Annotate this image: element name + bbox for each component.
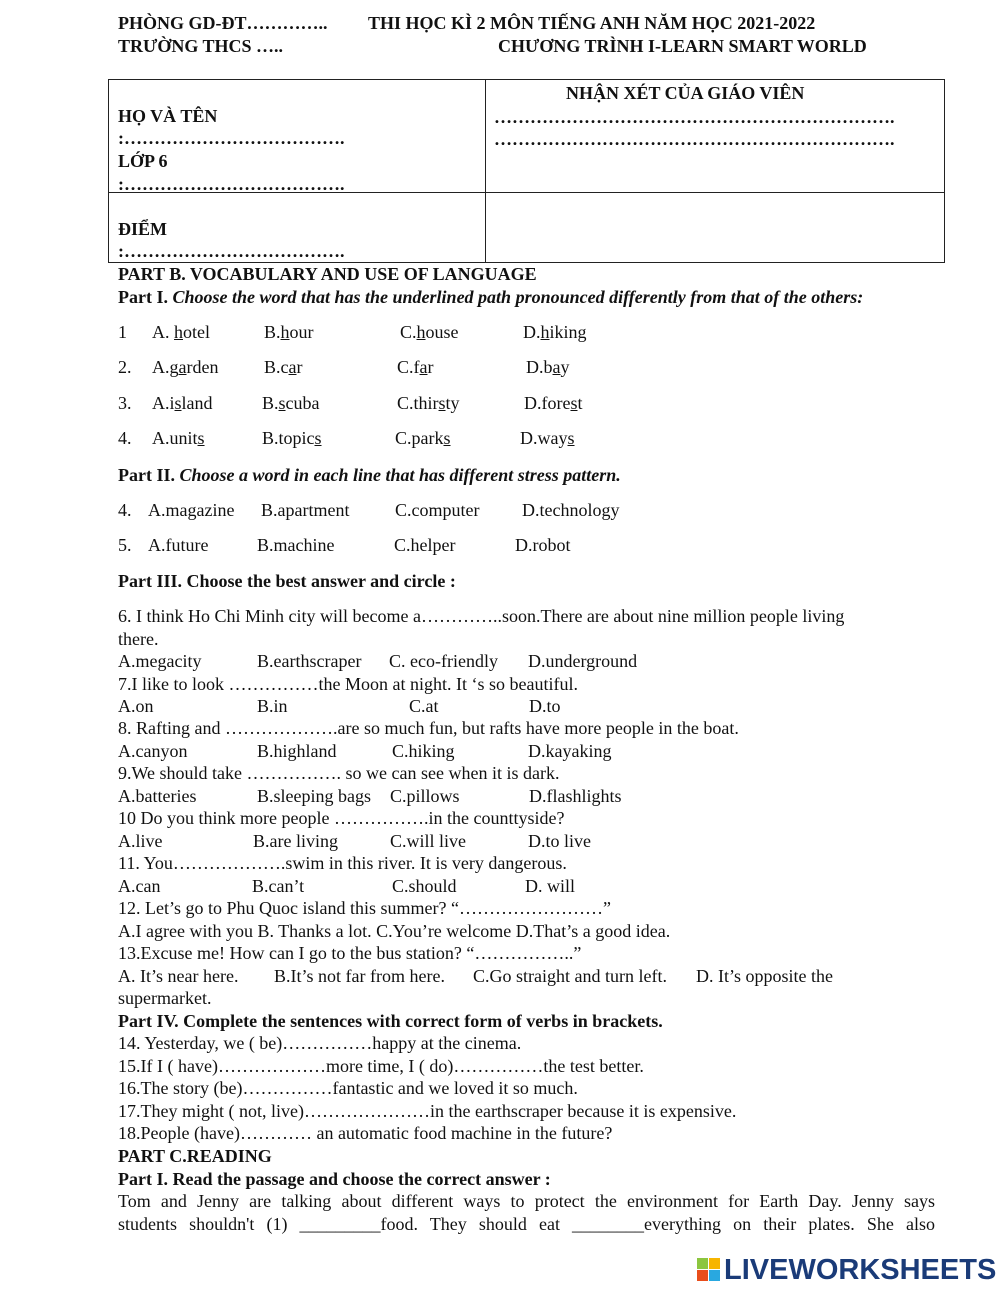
option-b[interactable] [262, 427, 322, 449]
option-b[interactable]: B.It’s not far from here. [274, 966, 445, 986]
header-program: CHƯƠNG TRÌNH I-LEARN SMART WORLD [498, 36, 867, 56]
underlined-letters: s [443, 428, 451, 448]
option-d[interactable]: D.flashlights [529, 786, 622, 806]
question-12-options[interactable]: A.I agree with you B. Thanks a lot. C.You’re welcome D.That’s a good idea. [118, 921, 671, 941]
option-a[interactable]: A.live [118, 831, 163, 851]
instruction-text: Choose the word that has the underlined path pronounced differently from that of the others: [172, 287, 864, 307]
part-b-1-instruction [118, 286, 863, 308]
class-field[interactable]: :………………………………. [118, 174, 345, 194]
comment-title: NHẬN XÉT CỦA GIÁO VIÊN [566, 83, 805, 103]
score-field[interactable]: :………………………………. [118, 241, 345, 261]
option-d[interactable]: D.to live [528, 831, 591, 851]
underlined-letters: s [567, 428, 575, 448]
option-d[interactable]: D. will [525, 876, 576, 896]
underlined-letters: s [314, 428, 322, 448]
option-a[interactable]: A.can [118, 876, 161, 896]
option-text: A. [152, 322, 174, 342]
option-a[interactable]: A.magazine [148, 500, 235, 520]
option-b[interactable]: B.highland [257, 741, 337, 761]
option-a[interactable] [152, 321, 210, 343]
underlined-letters: s [197, 428, 205, 448]
option-a[interactable] [152, 356, 218, 378]
question-7: 7.I like to look ……………the Moon at night. It ‘s so beautiful. [118, 674, 578, 694]
question-6-line-2: there. [118, 629, 159, 649]
option-text: r [296, 357, 303, 377]
option-c[interactable]: C.pillows [390, 786, 460, 806]
option-c[interactable] [395, 427, 451, 449]
option-d[interactable]: D.technology [522, 500, 620, 520]
option-b[interactable] [264, 356, 303, 378]
instruction-text: Choose a word in each line that has different stress pattern. [179, 465, 621, 485]
option-text: C.park [395, 428, 444, 448]
question-number: 1 [118, 322, 127, 342]
option-c[interactable]: C. eco-friendly [389, 651, 498, 671]
option-text: r [427, 357, 434, 377]
header-exam-title: THI HỌC KÌ 2 MÔN TIẾNG ANH NĂM HỌC 2021-2022 [368, 13, 816, 33]
option-b[interactable]: B.can’t [252, 876, 305, 896]
score-label: ĐIỂM [118, 219, 167, 239]
part-b-2-instruction [118, 464, 621, 486]
option-a[interactable]: A.megacity [118, 651, 202, 671]
option-d[interactable] [524, 392, 583, 414]
logo-icon [697, 1258, 721, 1282]
option-c[interactable]: C.hiking [392, 741, 455, 761]
option-text: C. [400, 322, 417, 342]
option-c[interactable] [397, 392, 460, 414]
underlined-letters: s [438, 393, 446, 413]
part-b-title: PART B. VOCABULARY AND USE OF LANGUAGE [118, 264, 537, 284]
part-c-1-title: Part I. Read the passage and choose the correct answer : [118, 1169, 551, 1189]
question-15[interactable]: 15.If I ( have)………………more time, I ( do)……………the test better. [118, 1056, 644, 1076]
option-d[interactable] [523, 321, 587, 343]
part-c-title: PART C.READING [118, 1146, 272, 1166]
option-b[interactable] [264, 321, 314, 343]
underlined-letters: a [419, 357, 428, 377]
option-text: A.i [152, 393, 175, 413]
question-number: 2. [118, 357, 132, 377]
option-c[interactable]: C.should [392, 876, 457, 896]
underlined-letters: a [178, 357, 187, 377]
option-text: rden [186, 357, 219, 377]
option-a[interactable] [152, 427, 205, 449]
part-b-4-title: Part IV. Complete the sentences with correct form of verbs in brackets. [118, 1011, 663, 1031]
underlined-letters: a [288, 357, 297, 377]
option-b[interactable] [262, 392, 320, 414]
option-text: cuba [285, 393, 320, 413]
header-school: TRƯỜNG THCS ….. [118, 36, 284, 56]
option-text: otel [183, 322, 210, 342]
underlined-letters: s [278, 393, 286, 413]
option-d[interactable]: D. It’s opposite the [696, 966, 833, 986]
option-text: land [181, 393, 213, 413]
option-c[interactable] [400, 321, 459, 343]
question-11: 11. You……………….swim in this river. It is very dangerous. [118, 853, 567, 873]
question-9: 9.We should take ……………. so we can see when it is dark. [118, 763, 560, 783]
passage-line-2: students shouldn't (1) _________food. They should eat ________everything on their plates. She also [118, 1214, 935, 1234]
option-text: A.g [152, 357, 179, 377]
underlined-letters: s [174, 393, 182, 413]
logo-text: LIVEWORKSHEETS [724, 1254, 997, 1286]
question-number: 4. [118, 500, 132, 520]
question-number: 4. [118, 428, 132, 448]
option-d[interactable]: D.kayaking [528, 741, 612, 761]
option-c[interactable]: C.Go straight and turn left. [473, 966, 667, 986]
option-text: our [289, 322, 314, 342]
option-c[interactable]: C.will live [390, 831, 466, 851]
name-field[interactable]: :………………………………. [118, 128, 345, 148]
option-text: ty [445, 393, 460, 413]
question-17[interactable]: 17.They might ( not, live)…………………in the earthscraper because it is expensive. [118, 1101, 737, 1121]
question-6-line-1: 6. I think Ho Chi Minh city will become a…………..soon.There are about nine million people living [118, 606, 845, 626]
question-8: 8. Rafting and ……………….are so much fun, but rafts have more people in the boat. [118, 718, 739, 738]
option-c[interactable]: C.computer [395, 500, 480, 520]
underlined-letters: s [570, 393, 578, 413]
part-label: Part II. [118, 465, 175, 485]
option-text: B. [262, 393, 279, 413]
option-a[interactable]: A.future [148, 535, 209, 555]
question-13-continuation: supermarket. [118, 988, 212, 1008]
underlined-letters: h [540, 322, 550, 342]
option-b[interactable]: B.earthscraper [257, 651, 362, 671]
option-d[interactable]: D.underground [528, 651, 638, 671]
option-text: C.thir [397, 393, 439, 413]
underlined-letters: h [416, 322, 426, 342]
name-label: HỌ VÀ TÊN [118, 106, 218, 126]
option-a[interactable]: A.on [118, 696, 154, 716]
option-text: A.unit [152, 428, 198, 448]
question-number: 5. [118, 535, 132, 555]
option-c[interactable]: C.helper [394, 535, 456, 555]
underlined-letters: h [174, 322, 183, 342]
option-d[interactable]: D.to [529, 696, 561, 716]
option-a[interactable] [152, 392, 213, 414]
option-d[interactable] [520, 427, 575, 449]
underlined-letters: h [280, 322, 290, 342]
question-13: 13.Excuse me! How can I go to the bus station? “……………..” [118, 943, 582, 963]
option-text: B. [264, 322, 281, 342]
option-text: B.c [264, 357, 289, 377]
part-label: Part I. [118, 287, 168, 307]
option-c[interactable] [397, 356, 434, 378]
option-text: ouse [425, 322, 459, 342]
class-label: LỚP 6 [118, 151, 168, 171]
question-16[interactable]: 16.The story (be)……………fantastic and we loved it so much. [118, 1078, 578, 1098]
passage-line-1: Tom and Jenny are talking about different ways to protect the environment for Earth Day. Jenny says [118, 1191, 935, 1211]
option-text: D.way [520, 428, 568, 448]
underlined-letters: a [552, 357, 561, 377]
option-b[interactable]: B.in [257, 696, 288, 716]
option-a[interactable]: A. It’s near here. [118, 966, 239, 986]
option-text: D.b [526, 357, 553, 377]
option-text: D.fore [524, 393, 571, 413]
option-text: C.f [397, 357, 420, 377]
comment-line-1[interactable]: …………………………………………………………. [494, 107, 895, 127]
option-c[interactable]: C.at [409, 696, 439, 716]
question-18[interactable]: 18.People (have)………… an automatic food machine in the future? [118, 1123, 613, 1143]
header-dept: PHÒNG GD-ĐT………….. [118, 13, 328, 33]
option-text: B.topic [262, 428, 315, 448]
question-10: 10 Do you think more people …………….in the counttyside? [118, 808, 565, 828]
question-number: 3. [118, 393, 132, 413]
option-b[interactable]: B.machine [257, 535, 335, 555]
option-d[interactable]: D.robot [515, 535, 571, 555]
option-b[interactable]: B.are living [253, 831, 338, 851]
option-text: t [577, 393, 583, 413]
option-b[interactable]: B.sleeping bags [257, 786, 371, 806]
option-text: y [560, 357, 570, 377]
part-b-3-title: Part III. Choose the best answer and circle : [118, 571, 456, 591]
option-text: iking [549, 322, 587, 342]
option-text: D. [523, 322, 541, 342]
option-a[interactable]: A.batteries [118, 786, 197, 806]
question-12: 12. Let’s go to Phu Quoc island this summer? “……………………” [118, 898, 611, 918]
option-d[interactable] [526, 356, 570, 378]
question-14[interactable]: 14. Yesterday, we ( be)……………happy at the cinema. [118, 1033, 522, 1053]
comment-line-2[interactable]: …………………………………………………………. [494, 129, 895, 149]
option-a[interactable]: A.canyon [118, 741, 188, 761]
option-b[interactable]: B.apartment [261, 500, 350, 520]
